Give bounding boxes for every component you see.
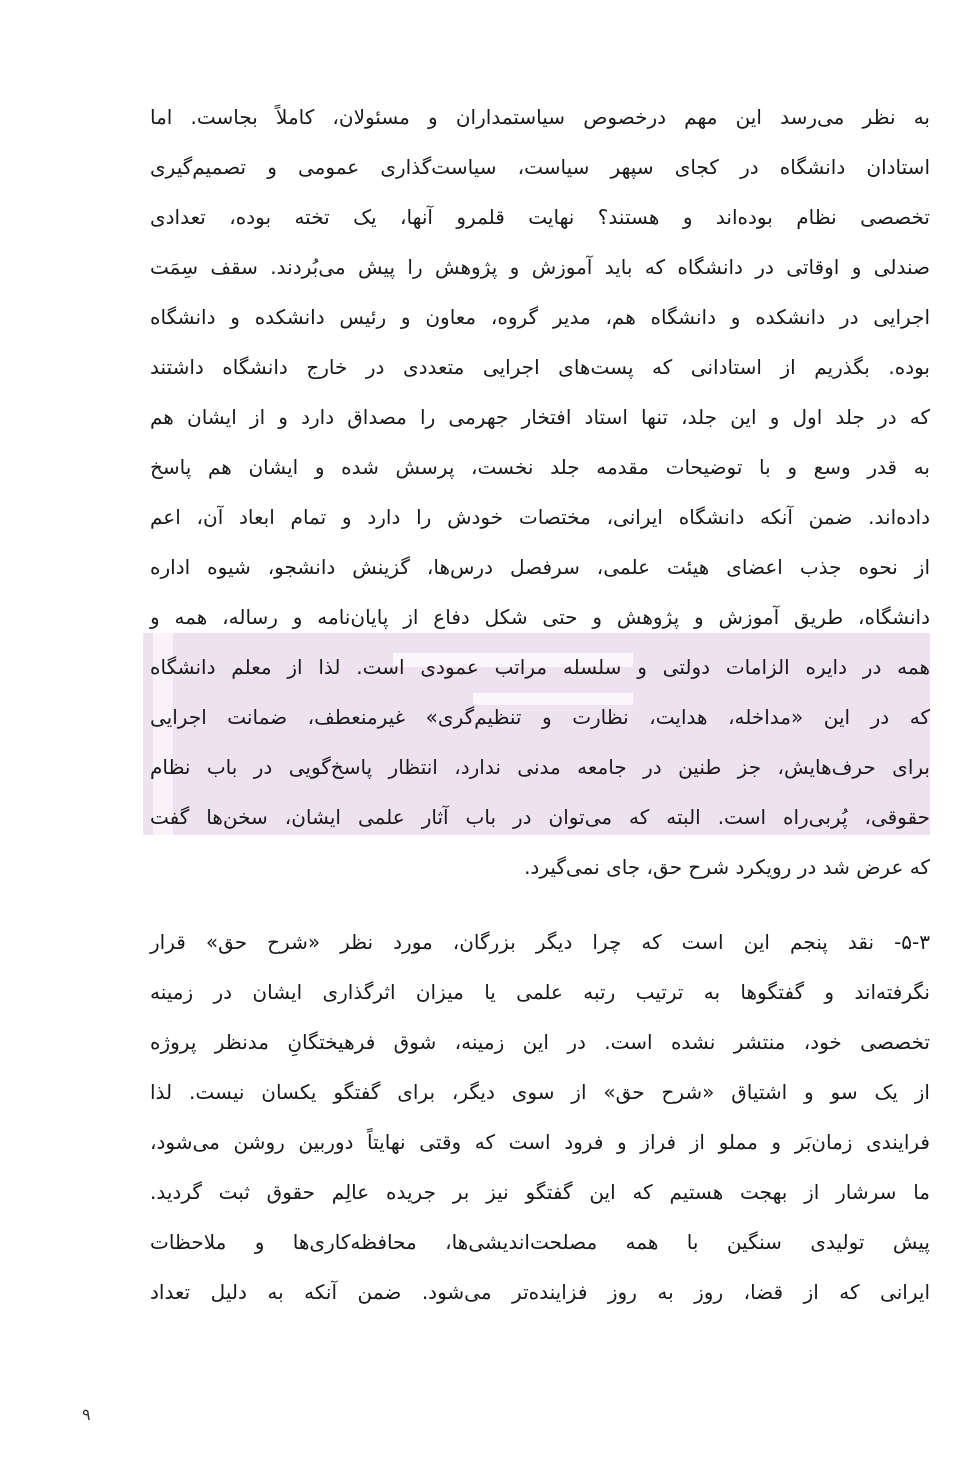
text-line: ما سرشار از بهجت هستیم که این گفتگو نیز بر جریده عالِم حقوق ثبت گردید. [150,1180,930,1204]
text-line: که عرض شد در رویکرد شرح حق، جای نمی‌گیرد. [524,855,930,879]
text-line: فرایندی زمان‌بَر و مملو از فراز و فرود است که وقتی نهایتاً دوربین روشن می‌شود، [150,1130,930,1154]
text-line: پیش تولیدی سنگین با همه مصلحت‌اندیشی‌ها، محافظه‌کاری‌ها و ملاحظات [150,1230,930,1254]
paragraph-1 [150,92,930,892]
text-line: دانشگاه، طریق آموزش و پژوهش و حتی شکل دفاع از پایان‌نامه و رساله، همه و [150,605,930,629]
text-line: تخصصی نظام بوده‌اند و هستند؟ نهایت قلمرو آنها، یک تخته بوده، تعدادی [150,205,930,229]
text-line: به نظر می‌رسد این مهم درخصوص سیاستمداران و مسئولان، کاملاً بجاست. اما [150,105,930,129]
text-line: ۵-۳- نقد پنجم این است که چرا دیگر بزرگان، مورد نظر «شرح حق» قرار [150,930,930,954]
text-line: از نحوه جذب اعضای هیئت علمی، سرفصل درس‌ها، گزینش دانشجو، شیوه اداره [150,555,930,579]
paragraph-2 [150,917,930,1317]
text-line: داده‌اند. ضمن آنکه دانشگاه ایرانی، مختصات خودش را دارد و تمام ابعاد آن، اعم [150,505,930,529]
page-number: ۹ [82,1405,91,1424]
text-line: تخصصی خود، منتشر نشده است. در این زمینه، شوق فرهیختگانِ مدنظر پروژه [150,1030,930,1054]
text-line: که در این «مداخله، هدایت، نظارت و تنظیم‌گری» غیرمنعطف، ضمانت اجرایی [150,705,930,729]
text-line: ایرانی که از قضا، روز به روز فزاینده‌تر می‌شود. ضمن آنکه به دلیل تعداد [150,1280,930,1304]
text-line: اجرایی در دانشکده و دانشگاه هم، مدیر گروه، معاون و رئیس دانشکده و دانشگاه [150,305,930,329]
text-line: حقوقی، پُربی‌راه است. البته که می‌توان در باب آثار علمی ایشان، سخن‌ها گفت [150,805,930,829]
text-line: همه در دایره الزامات دولتی و سلسله مراتب عمودی است. لذا از معلم دانشگاه [150,655,930,679]
text-line: بوده. بگذریم از استادانی که پست‌های اجرایی متعددی در خارج دانشگاه داشتند [150,355,930,379]
text-line: به قدر وسع و با توضیحات مقدمه جلد نخست، پرسش شده و ایشان هم پاسخ [150,455,930,479]
text-line: صندلی و اوقاتی در دانشگاه که باید آموزش و پژوهش را پیش می‌بُردند. سقف سِمَت [150,255,930,279]
text-line: از یک سو و اشتیاق «شرح حق» از سوی دیگر، برای گفتگو یکسان نیست. لذا [150,1080,930,1104]
text-line: که در جلد اول و این جلد، تنها استاد افتخار جهرمی را مصداق دارد و از ایشان هم [150,405,930,429]
text-line: استادان دانشگاه در کجای سپهر سیاست، سیاست‌گذاری عمومی و تصمیم‌گیری [150,155,930,179]
text-line: برای حرف‌هایش، جز طنین در جامعه مدنی ندارد، انتظار پاسخ‌گویی در باب نظام [150,755,930,779]
text-line: نگرفته‌اند و گفتگوها به ترتیب رتبه علمی یا میزان اثرگذاری ایشان در زمینه [150,980,930,1004]
